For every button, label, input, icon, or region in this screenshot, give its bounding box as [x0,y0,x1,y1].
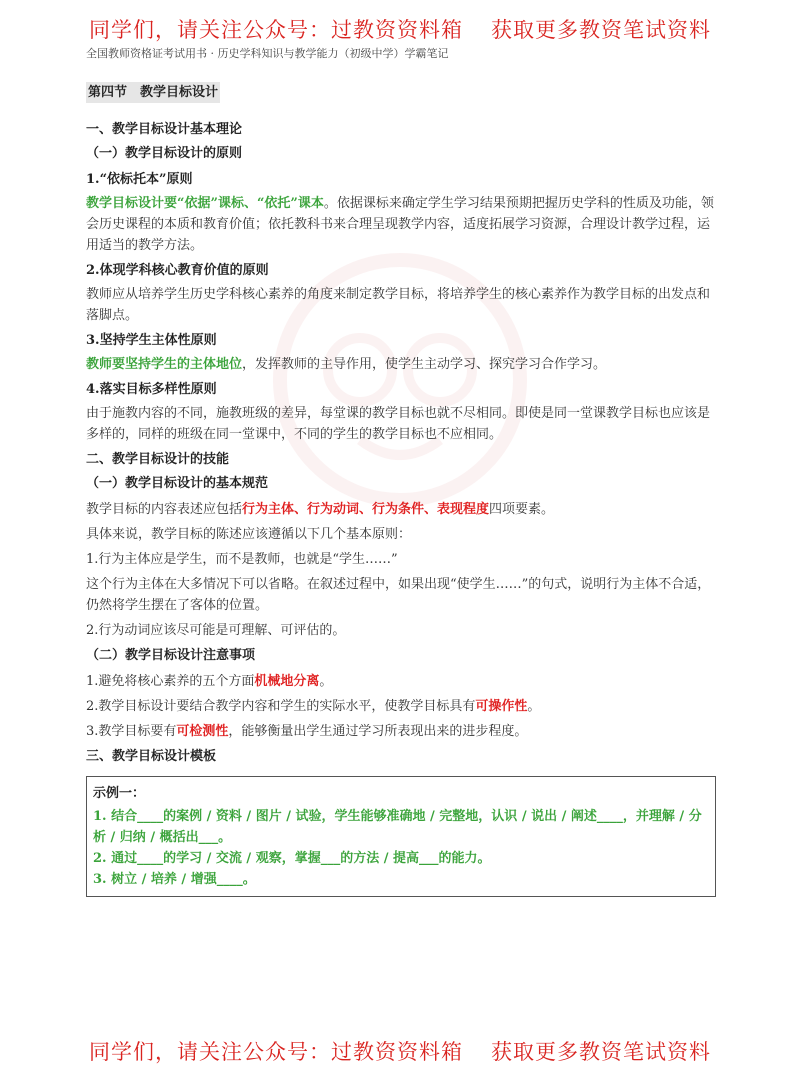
note2-a: 2.教学目标设计要结合教学内容和学生的实际水平，使教学目标具有 [86,699,476,714]
elements-line [86,499,716,520]
principle2-text: 教师应从培养学生历史学科核心素养的角度来制定教学目标，将培养学生的核心素养作为教学目标的出发点和落脚点。 [86,287,711,323]
example-line-2: 2. 通过____的学习 / 交流 / 观察，掌握___的方法 / 提高___的能力。 [93,851,491,866]
example-line-1: 1. 结合____的案例 / 资料 / 图片 / 试验，学生能够准确地 / 完整地，认识 / 说出 / 阐述____，并理解 / 分析 / 归纳 / 概括出___。 [93,809,702,845]
example-line-3: 3. 树立 / 培养 / 增强____。 [93,872,256,887]
part1-sub1: （一）教学目标设计的原则 [86,146,243,161]
note3-highlight: 可检测性 [176,724,229,739]
principle1-title: 1.“依标托本”原则 [86,172,193,187]
note1-highlight: 机械地分离 [254,674,320,689]
principle2-title: 2.体现学科核心教育价值的原则 [86,263,269,278]
note2-b: 。 [527,699,541,714]
note2 [86,696,716,717]
principle3-highlight: 教师要坚持学生的主体地位 [86,357,243,372]
note3-b: ，能够衡量出学生通过学习所表现出来的进步程度。 [228,724,528,739]
promo-banner-left: 同学们，请关注公众号：过教资资料箱 [89,18,463,42]
part2-heading: 二、教学目标设计的技能 [86,452,230,467]
note2-highlight: 可操作性 [475,699,528,714]
note3-a: 3.教学目标要有 [86,724,177,739]
elements-line-b: 四项要素。 [489,502,555,517]
part1-heading: 一、教学目标设计基本理论 [86,122,243,137]
part2-sub1: （一）教学目标设计的基本规范 [86,476,269,491]
part2-sub2: （二）教学目标设计注意事项 [86,648,256,663]
promo-banner-right: 获取更多教资笔试资料 [491,18,711,42]
template-example-box [86,776,716,897]
principle1-text [86,193,716,256]
rule1-note: 这个行为主体在大多情况下可以省略。在叙述过程中，如果出现“使学生……”的句式，说明行为主体不合适，仍然将学生摆在了客体的位置。 [86,577,711,613]
elements-highlight: 行为主体、行为动词、行为条件、表现程度 [242,502,490,517]
principle1-body: 。依据课标来确定学生学习结果预期把握历史学科的性质及功能，领会历史课程的本质和教育价值；依托教科书来合理呈现教学内容，适度拓展学习资源，合理设计教学过程，运用适当的教学方法。 [86,196,714,253]
principle3-body: ，发挥教师的主导作用，使学生主动学习、探究学习合作学习。 [242,357,607,372]
principles-intro: 具体来说，教学目标的陈述应该遵循以下几个基本原则： [86,527,412,542]
part3-heading: 三、教学目标设计模板 [86,749,217,764]
section-title: 第四节 教学目标设计 [86,82,220,103]
promo-banner-top [0,14,800,44]
promo-banner-bottom-left: 同学们，请关注公众号：过教资资料箱 [89,1040,463,1064]
note1 [86,671,716,692]
principle1-highlight: 教学目标设计要“依据”课标、“依托”课本 [86,196,324,211]
rule2: 2.行为动词应该尽可能是可理解、可评估的。 [86,623,346,638]
promo-banner-bottom-right: 获取更多教资笔试资料 [491,1040,711,1064]
principle3-title: 3.坚持学生主体性原则 [86,333,217,348]
note3 [86,721,716,742]
note1-b: 。 [319,674,333,689]
note1-a: 1.避免将核心素养的五个方面 [86,674,255,689]
running-header: 全国教师资格证考试用书 · 历史学科知识与教学能力（初级中学）学霸笔记 [86,47,449,60]
promo-banner-bottom [0,1036,800,1066]
principle3-text [86,354,716,375]
rule1: 1.行为主体应是学生，而不是教师，也就是“学生……” [86,552,398,567]
example-title: 示例一： [93,786,146,801]
elements-line-a: 教学目标的内容表述应包括 [86,502,243,517]
principle4-title: 4.落实目标多样性原则 [86,382,217,397]
document-body [86,82,716,897]
principle4-text: 由于施教内容的不同，施教班级的差异，每堂课的教学目标也就不尽相同。即使是同一堂课教学目标也应该是多样的，同样的班级在同一堂课中，不同的学生的教学目标也不应相同。 [86,406,711,442]
